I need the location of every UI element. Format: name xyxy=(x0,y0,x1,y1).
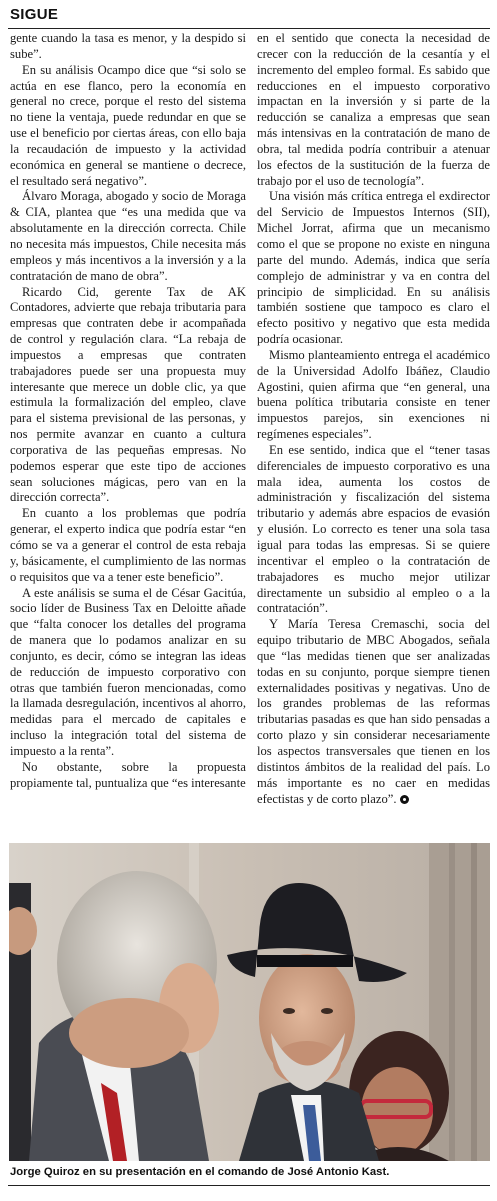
paragraph: En cuanto a los problemas que podría generar, el experto indica que podría estar “en cómo se va a generar el control de esta rebaja y, básicamente, el cumplimiento de las normas o requisitos que va a tener este beneficio”. xyxy=(10,506,246,584)
section-label: SIGUE xyxy=(10,6,59,23)
paragraph: Una visión más crítica entrega el exdirector del Servicio de Impuestos Internos (SII), Michel Jorrat, afirma que un mecanismo como el que se propone no existe en ninguna parte del mundo. Además, indica que sería complejo de administrar y va en contra del principio de simplicidad. En su análisis también sostiene que tampoco es claro el efecto positivo y negativo que esta medida podría ocasionar. xyxy=(257,189,490,347)
paragraph: Y María Teresa Cremaschi, socia del equipo tributario de MBC Abogados, señala que “las medidas tienen que ser analizadas todas en su conjunto, porque siempre tienen externalidades positivas y negativas. Uno de los grandes problemas de las reformas tributarias pasadas es que han sido pensadas a corto plazo y sin considerar necesariamente los aspectos transversales que tienen en los distintos ámbitos de la realidad del país. Lo más importante es no caer en medidas efectistas y de corto plazo”. xyxy=(257,617,490,806)
news-photo xyxy=(9,843,490,1161)
paragraph: Álvaro Moraga, abogado y socio de Moraga & CIA, plantea que “es una medida que va absolutamente en la dirección correcta. Chile no necesita más impuestos, Chile necesita más empleos y más incentivos a la inversión y a la contratación de mano de obra”. xyxy=(10,189,246,283)
paragraph: gente cuando la tasa es menor, y la despido si sube”. xyxy=(10,31,246,61)
photo-caption: Jorge Quiroz en su presentación en el comando de José Antonio Kast. xyxy=(10,1166,390,1178)
article-column-right xyxy=(257,31,490,807)
paragraph: No obstante, sobre la propuesta propiamente tal, puntualiza que “es interesante xyxy=(10,759,246,790)
bottom-rule xyxy=(8,1185,490,1186)
paragraph: Mismo planteamiento entrega el académico de la Universidad Adolfo Ibáñez, Claudio Agostini, quien afirma que “en general, una buena política tributaria consiste en tener impuestos parejos, sin exenciones ni regímenes especiales”. xyxy=(257,347,490,442)
paragraph: en el sentido que conecta la necesidad de crecer con la reducción de la cesantía y el incremento del empleo formal. Es sabido que reducciones en el impuesto corporativo impactan en la inversión y si parte de la reducción se canaliza a empresas que sean más intensivas en la contratación de mano de obra, tal medida podría contribuir a atenuar los efectos de la sustitución de la fuerza de trabajo por el uso de tecnología”. xyxy=(257,31,490,188)
paragraph: En ese sentido, indica que el “tener tasas diferenciales de impuesto corporativo es una mala idea, aumenta los costos de administración y fiscalización del sistema tributario y además abre espacios de evasión y elusión. Lo correcto es tener una sola tasa igual para todas las empresas. Si se quiere incentivar el empleo o la contratación de trabajadores es mucho mejor utilizar directamente un subsidio al empleo o a la contratación”. xyxy=(257,442,490,616)
paragraph: A este análisis se suma el de César Gacitúa, socio líder de Business Tax en Deloitte añade que “falta conocer los detalles del programa de manera que lo podamos analizar en su conjunto, es decir, cómo se integran las ideas de reducción de impuesto corporativo con otras que también fueron mencionadas, como la llamada desregulación, incentivos al ahorro, medidas para el mercado de capitales e incluso la integración total del sistema de impuesto a la renta”. xyxy=(10,585,246,758)
top-rule xyxy=(8,28,490,29)
paragraph: Ricardo Cid, gerente Tax de AK Contadores, advierte que rebaja tributaria para empresas que contraten debe ir acompañada de control y regulación clara. “La rebaja de impuestos a empresas que contraten trabajadores puede ser una propuesta muy interesante que merece un doble clic, ya que estimula la formalización del empleo, clave para el sistema previsional de las personas, y nos permite avanzar en cuanto a cultura corporativa de las pequeñas empresas. No podemos esperar que este tipo de acciones sean soluciones mágicas, pero van en la dirección correcta”. xyxy=(10,284,246,505)
article-column-left xyxy=(10,31,246,792)
paragraph: En su análisis Ocampo dice que “si solo se actúa en ese flanco, pero la economía en general no crece, porque el resto del sistema no tiene la ventaja, puede redundar en que se use el beneficio por ciertas áreas, con ello baja la recaudación de impuesto y la actividad económica en general se mantiene o decrece, el resultado será negativo”. xyxy=(10,62,246,188)
end-of-article-icon xyxy=(400,795,409,804)
